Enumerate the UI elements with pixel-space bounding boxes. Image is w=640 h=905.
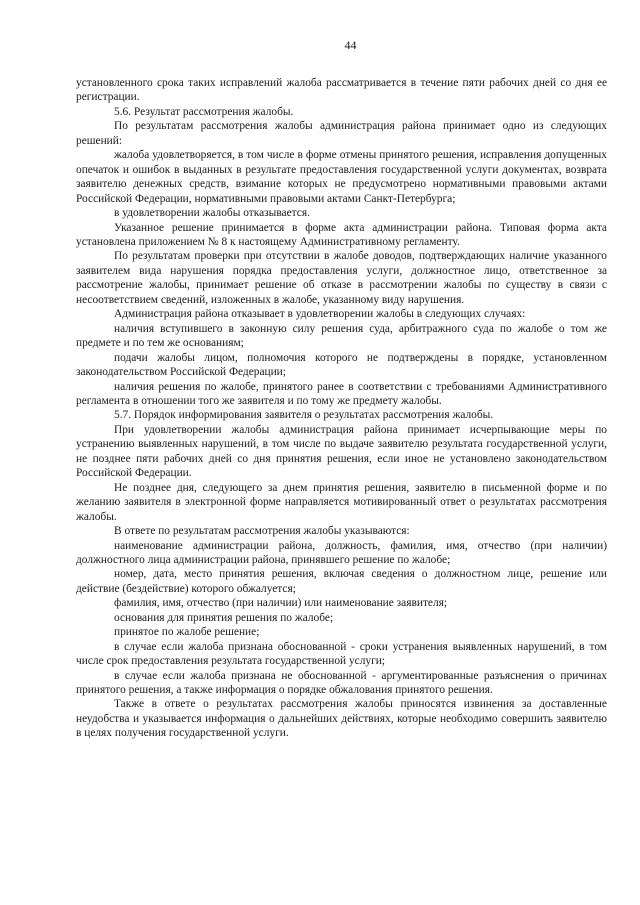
list-item: в случае если жалоба признана обоснованной - сроки устранения выявленных нарушений, в том числе срок предоставления результата государственной услуги; <box>76 640 607 668</box>
page-number: 44 <box>344 38 357 52</box>
paragraph: По результатам проверки при отсутствии в жалобе доводов, подтверждающих наличие указанного заявителем вида нарушения порядка предоставления услуги, должностное лицо, ответственное за рассмотрение жалобы, принимает решение об отказе в рассмотрении жалобы по существу в связи с несоответствием сведений, изложенных в жалобе, указанному виду нарушения. <box>76 250 607 306</box>
list-item: подачи жалобы лицом, полномочия которого не подтверждены в порядке, установленном законодательством Российской Федерации; <box>76 351 607 379</box>
paragraph: установленного срока таких исправлений жалоба рассматривается в течение пяти рабочих дней со дня ее регистрации. <box>76 77 607 104</box>
paragraph: Также в ответе о результатах рассмотрения жалобы приносятся извинения за доставленные неудобства и указывается информация о дальнейших действиях, которые необходимо совершить заявителю в целях получения государственной услуги. <box>76 698 607 740</box>
paragraph: При удовлетворении жалобы администрация района принимает исчерпывающие меры по устранению выявленных нарушений, в том числе по выдаче заявителю результата государственной услуги, не позднее пяти рабочих дней со дня принятия решения, если иное не установлено законодательством Российской Федерации. <box>76 423 607 480</box>
paragraph: Администрация района отказывает в удовлетворении жалобы в следующих случаях: <box>114 308 526 321</box>
section-heading: 5.7. Порядок информирования заявителя о результатах рассмотрения жалобы. <box>114 409 494 422</box>
list-item: наименование администрации района, должность, фамилия, имя, отчество (при наличии) должностного лица администрации района, принявшего решение по жалобе; <box>76 539 607 566</box>
list-item: номер, дата, место принятия решения, включая сведения о должностном лице, решение или действие (бездействие) которого обжалуется; <box>76 568 607 595</box>
list-item: принятое по жалобе решение; <box>114 626 260 639</box>
list-item: наличия вступившего в законную силу решения суда, арбитражного суда по жалобе о том же предмете и по тем же основаниям; <box>76 322 607 350</box>
section-heading: 5.6. Результат рассмотрения жалобы. <box>114 105 294 118</box>
list-item: фамилия, имя, отчество (при наличии) или наименование заявителя; <box>114 597 448 610</box>
paragraph: Не позднее дня, следующего за днем принятия решения, заявителю в письменной форме и по желанию заявителя в электронной форме направляется мотивированный ответ о результатах рассмотрения жалобы. <box>76 481 607 523</box>
document-body <box>76 76 607 741</box>
paragraph: По результатам рассмотрения жалобы администрация района принимает одно из следующих решений: <box>76 120 607 147</box>
list-item: в удовлетворении жалобы отказывается. <box>114 207 310 220</box>
paragraph: Указанное решение принимается в форме акта администрации района. Типовая форма акта установлена приложением № 8 к настоящему Административному регламенту. <box>76 221 607 248</box>
list-item: основания для принятия решения по жалобе; <box>114 611 334 624</box>
paragraph: В ответе по результатам рассмотрения жалобы указываются: <box>114 525 410 538</box>
list-item: жалоба удовлетворяется, в том числе в форме отмены принятого решения, исправления допущенных опечаток и ошибок в выданных в результате предоставления государственной услуги документах, возврата заявителю денежных средств, взимание которых не предусмотрено нормативными правовыми актами Российской Федерации, нормативными правовыми актами Санкт-Петербурга; <box>76 149 607 205</box>
list-item: наличия решения по жалобе, принятого ранее в соответствии с требованиями Административного регламента в отношении того же заявителя и по тому же предмету жалобы. <box>76 380 607 407</box>
list-item: в случае если жалоба признана не обоснованной - аргументированные разъяснения о причинах принятого решения, а также информация о порядке обжалования принятого решения. <box>76 669 607 697</box>
